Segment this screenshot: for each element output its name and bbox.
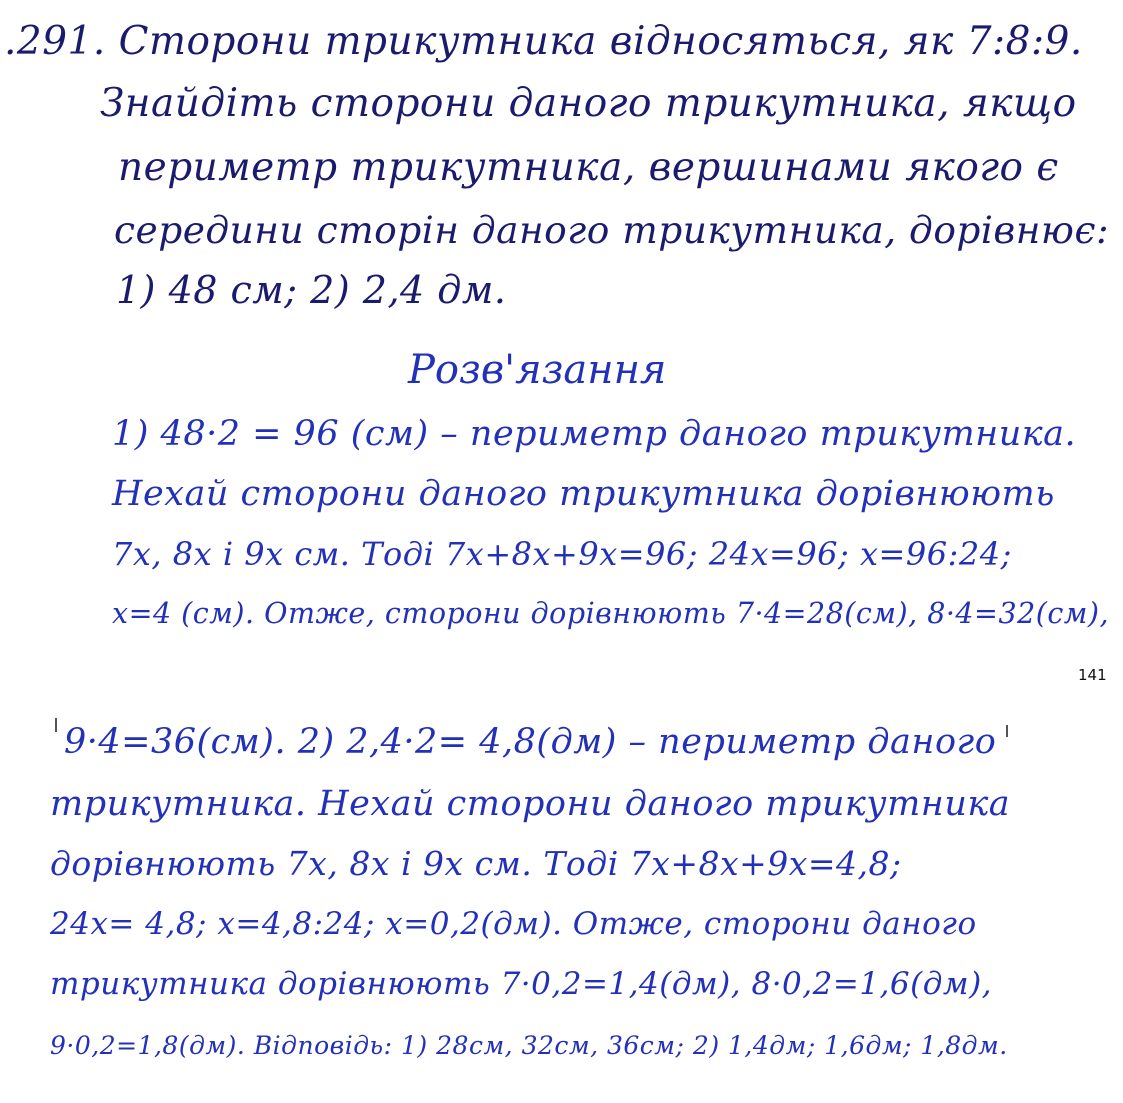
solution-line-10: 9·0,2=1,8(дм). Відповідь: 1) 28см, 32см, 36см; 2) 1,4дм; 1,6дм; 1,8дм. [50, 1031, 1008, 1060]
problem-line-5: 1) 48 см; 2) 2,4 дм. [116, 268, 507, 312]
solution-line-7: дорівнюють 7x, 8x і 9x см. Тоді 7x+8x+9x=4,8; [50, 844, 902, 883]
problem-line-2: Знайдіть сторони даного трикутника, якщо [100, 81, 1077, 126]
solution-line-6: трикутника. Нехай сторони даного трикутника [50, 784, 1011, 824]
problem-line-3: периметр трикутника, вершинами якого є [118, 145, 1059, 190]
problem-line-1: .291. Сторони трикутника відносяться, як 7:8:9. [4, 19, 1083, 64]
page-number: 141 [1078, 666, 1107, 684]
solution-line-3: 7x, 8x і 9x см. Тоді 7x+8x+9x=96; 24x=96; x=96:24; [112, 535, 1012, 573]
solution-line-5: 9·4=36(см). 2) 2,4·2= 4,8(дм) – периметр даного [64, 722, 997, 762]
solution-line-8: 24x= 4,8; x=4,8:24; x=0,2(дм). Отже, сторони даного [50, 906, 977, 942]
solution-line-4: x=4 (см). Отже, сторони дорівнюють 7·4=28(см), 8·4=32(см), [112, 597, 1110, 630]
margin-tick-left [55, 718, 57, 732]
solution-line-1: 1) 48·2 = 96 (см) – периметр даного трикутника. [112, 414, 1077, 454]
solution-line-2: Нехай сторони даного трикутника дорівнюють [112, 474, 1055, 514]
margin-tick-right [1006, 725, 1008, 737]
problem-line-4: середини сторін даного трикутника, дорівнює: [114, 208, 1110, 252]
solution-heading: Розв'язання [408, 347, 667, 393]
solution-line-9: трикутника дорівнюють 7·0,2=1,4(дм), 8·0,2=1,6(дм), [50, 966, 993, 1002]
